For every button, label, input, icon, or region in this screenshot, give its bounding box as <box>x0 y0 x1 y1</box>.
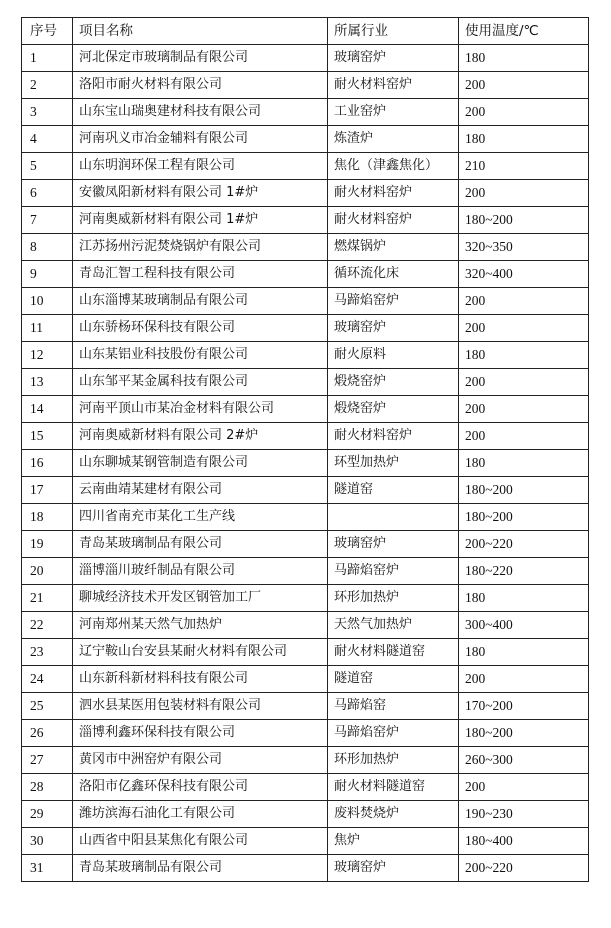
cell-temperature: 180 <box>459 585 589 612</box>
cell-project-name: 淄博淄川玻纤制品有限公司 <box>73 558 328 585</box>
table-row <box>22 504 589 531</box>
cell-industry: 环型加热炉 <box>328 450 459 477</box>
table-row <box>22 369 589 396</box>
cell-project-name: 河北保定市玻璃制品有限公司 <box>73 45 328 72</box>
cell-serial-number: 10 <box>22 288 73 315</box>
cell-industry: 马蹄焰窑炉 <box>328 288 459 315</box>
cell-industry: 玻璃窑炉 <box>328 531 459 558</box>
header-row <box>22 18 589 45</box>
cell-serial-number: 26 <box>22 720 73 747</box>
cell-temperature: 180~200 <box>459 720 589 747</box>
table-row <box>22 207 589 234</box>
cell-industry: 循环流化床 <box>328 261 459 288</box>
cell-industry: 耐火原料 <box>328 342 459 369</box>
cell-serial-number: 1 <box>22 45 73 72</box>
cell-industry: 隧道窑 <box>328 666 459 693</box>
cell-temperature: 180 <box>459 45 589 72</box>
cell-industry: 工业窑炉 <box>328 99 459 126</box>
cell-industry: 废料焚烧炉 <box>328 801 459 828</box>
cell-temperature: 180~220 <box>459 558 589 585</box>
cell-serial-number: 9 <box>22 261 73 288</box>
cell-serial-number: 3 <box>22 99 73 126</box>
cell-project-name: 山东聊城某钢管制造有限公司 <box>73 450 328 477</box>
document-table-container <box>21 17 589 882</box>
table-row <box>22 585 589 612</box>
cell-project-name: 辽宁鞍山台安县某耐火材料有限公司 <box>73 639 328 666</box>
table-row <box>22 747 589 774</box>
cell-serial-number: 19 <box>22 531 73 558</box>
cell-project-name: 山东某铝业科技股份有限公司 <box>73 342 328 369</box>
cell-project-name: 泗水县某医用包装材料有限公司 <box>73 693 328 720</box>
cell-temperature: 200 <box>459 369 589 396</box>
cell-temperature: 180~200 <box>459 477 589 504</box>
cell-industry: 隧道窑 <box>328 477 459 504</box>
table-row <box>22 720 589 747</box>
cell-temperature: 170~200 <box>459 693 589 720</box>
cell-project-name: 河南奥威新材料有限公司 2#炉 <box>73 423 328 450</box>
table-row <box>22 396 589 423</box>
cell-serial-number: 12 <box>22 342 73 369</box>
cell-temperature: 200 <box>459 180 589 207</box>
cell-industry: 燃煤锅炉 <box>328 234 459 261</box>
cell-temperature: 180 <box>459 639 589 666</box>
cell-serial-number: 22 <box>22 612 73 639</box>
cell-temperature: 200 <box>459 288 589 315</box>
cell-industry <box>328 504 459 531</box>
cell-industry: 炼渣炉 <box>328 126 459 153</box>
cell-serial-number: 24 <box>22 666 73 693</box>
cell-serial-number: 30 <box>22 828 73 855</box>
table-row <box>22 801 589 828</box>
cell-temperature: 200 <box>459 315 589 342</box>
table-row <box>22 612 589 639</box>
table-row <box>22 72 589 99</box>
project-temperature-table <box>21 17 589 882</box>
table-header <box>22 18 589 45</box>
cell-serial-number: 5 <box>22 153 73 180</box>
table-row <box>22 288 589 315</box>
table-row <box>22 477 589 504</box>
cell-temperature: 200 <box>459 72 589 99</box>
cell-serial-number: 18 <box>22 504 73 531</box>
cell-temperature: 200~220 <box>459 531 589 558</box>
cell-project-name: 青岛汇智工程科技有限公司 <box>73 261 328 288</box>
table-row <box>22 639 589 666</box>
cell-industry: 环形加热炉 <box>328 585 459 612</box>
cell-project-name: 山东淄博某玻璃制品有限公司 <box>73 288 328 315</box>
header-temperature: 使用温度/℃ <box>459 18 589 45</box>
cell-industry: 耐火材料窑炉 <box>328 207 459 234</box>
cell-industry: 耐火材料窑炉 <box>328 180 459 207</box>
cell-project-name: 江苏扬州污泥焚烧锅炉有限公司 <box>73 234 328 261</box>
cell-project-name: 河南奥威新材料有限公司 1#炉 <box>73 207 328 234</box>
table-row <box>22 45 589 72</box>
cell-project-name: 聊城经济技术开发区钢管加工厂 <box>73 585 328 612</box>
cell-serial-number: 6 <box>22 180 73 207</box>
cell-industry: 天然气加热炉 <box>328 612 459 639</box>
table-row <box>22 99 589 126</box>
table-row <box>22 180 589 207</box>
cell-temperature: 200 <box>459 99 589 126</box>
cell-project-name: 安徽凤阳新材料有限公司 1#炉 <box>73 180 328 207</box>
cell-industry: 环形加热炉 <box>328 747 459 774</box>
cell-temperature: 200 <box>459 774 589 801</box>
cell-temperature: 200~220 <box>459 855 589 882</box>
table-row <box>22 450 589 477</box>
cell-serial-number: 23 <box>22 639 73 666</box>
cell-serial-number: 27 <box>22 747 73 774</box>
cell-project-name: 山西省中阳县某焦化有限公司 <box>73 828 328 855</box>
cell-project-name: 山东明润环保工程有限公司 <box>73 153 328 180</box>
table-row <box>22 315 589 342</box>
cell-industry: 耐火材料隧道窑 <box>328 639 459 666</box>
table-row <box>22 558 589 585</box>
cell-project-name: 云南曲靖某建材有限公司 <box>73 477 328 504</box>
cell-project-name: 山东骄杨环保科技有限公司 <box>73 315 328 342</box>
cell-industry: 玻璃窑炉 <box>328 855 459 882</box>
cell-serial-number: 11 <box>22 315 73 342</box>
cell-project-name: 河南巩义市冶金辅料有限公司 <box>73 126 328 153</box>
cell-industry: 马蹄焰窑 <box>328 693 459 720</box>
cell-serial-number: 29 <box>22 801 73 828</box>
header-industry: 所属行业 <box>328 18 459 45</box>
table-row <box>22 666 589 693</box>
cell-project-name: 洛阳市亿鑫环保科技有限公司 <box>73 774 328 801</box>
cell-industry: 煅烧窑炉 <box>328 369 459 396</box>
cell-temperature: 320~400 <box>459 261 589 288</box>
header-project-name: 项目名称 <box>73 18 328 45</box>
cell-industry: 焦炉 <box>328 828 459 855</box>
cell-project-name: 洛阳市耐火材料有限公司 <box>73 72 328 99</box>
table-row <box>22 774 589 801</box>
cell-project-name: 河南郑州某天然气加热炉 <box>73 612 328 639</box>
cell-temperature: 320~350 <box>459 234 589 261</box>
cell-serial-number: 8 <box>22 234 73 261</box>
cell-project-name: 潍坊滨海石油化工有限公司 <box>73 801 328 828</box>
cell-industry: 耐火材料窑炉 <box>328 72 459 99</box>
table-row <box>22 423 589 450</box>
cell-industry: 耐火材料隧道窑 <box>328 774 459 801</box>
cell-project-name: 四川省南充市某化工生产线 <box>73 504 328 531</box>
cell-serial-number: 21 <box>22 585 73 612</box>
cell-serial-number: 16 <box>22 450 73 477</box>
cell-serial-number: 17 <box>22 477 73 504</box>
cell-project-name: 山东新科新材料科技有限公司 <box>73 666 328 693</box>
cell-temperature: 190~230 <box>459 801 589 828</box>
cell-temperature: 180 <box>459 126 589 153</box>
cell-industry: 煅烧窑炉 <box>328 396 459 423</box>
cell-project-name: 山东邹平某金属科技有限公司 <box>73 369 328 396</box>
cell-temperature: 260~300 <box>459 747 589 774</box>
table-body <box>22 45 589 882</box>
cell-serial-number: 25 <box>22 693 73 720</box>
cell-temperature: 180 <box>459 342 589 369</box>
table-row <box>22 693 589 720</box>
cell-project-name: 淄博利鑫环保科技有限公司 <box>73 720 328 747</box>
header-serial-number: 序号 <box>22 18 73 45</box>
table-row <box>22 828 589 855</box>
cell-temperature: 200 <box>459 666 589 693</box>
cell-project-name: 青岛某玻璃制品有限公司 <box>73 531 328 558</box>
cell-serial-number: 31 <box>22 855 73 882</box>
cell-industry: 玻璃窑炉 <box>328 45 459 72</box>
cell-project-name: 黄冈市中洲窑炉有限公司 <box>73 747 328 774</box>
cell-industry: 焦化（津鑫焦化） <box>328 153 459 180</box>
cell-serial-number: 4 <box>22 126 73 153</box>
cell-serial-number: 28 <box>22 774 73 801</box>
cell-temperature: 200 <box>459 396 589 423</box>
table-row <box>22 855 589 882</box>
cell-serial-number: 2 <box>22 72 73 99</box>
table-row <box>22 126 589 153</box>
table-row <box>22 261 589 288</box>
cell-temperature: 180~400 <box>459 828 589 855</box>
cell-serial-number: 13 <box>22 369 73 396</box>
cell-project-name: 河南平顶山市某冶金材料有限公司 <box>73 396 328 423</box>
cell-temperature: 180~200 <box>459 504 589 531</box>
cell-serial-number: 14 <box>22 396 73 423</box>
cell-temperature: 210 <box>459 153 589 180</box>
cell-temperature: 180~200 <box>459 207 589 234</box>
table-row <box>22 234 589 261</box>
table-row <box>22 342 589 369</box>
table-row <box>22 153 589 180</box>
cell-temperature: 200 <box>459 423 589 450</box>
cell-serial-number: 7 <box>22 207 73 234</box>
cell-project-name: 青岛某玻璃制品有限公司 <box>73 855 328 882</box>
cell-project-name: 山东宝山瑞奥建材科技有限公司 <box>73 99 328 126</box>
cell-industry: 马蹄焰窑炉 <box>328 720 459 747</box>
table-row <box>22 531 589 558</box>
cell-industry: 马蹄焰窑炉 <box>328 558 459 585</box>
cell-serial-number: 15 <box>22 423 73 450</box>
cell-serial-number: 20 <box>22 558 73 585</box>
cell-industry: 耐火材料窑炉 <box>328 423 459 450</box>
cell-temperature: 180 <box>459 450 589 477</box>
cell-industry: 玻璃窑炉 <box>328 315 459 342</box>
cell-temperature: 300~400 <box>459 612 589 639</box>
